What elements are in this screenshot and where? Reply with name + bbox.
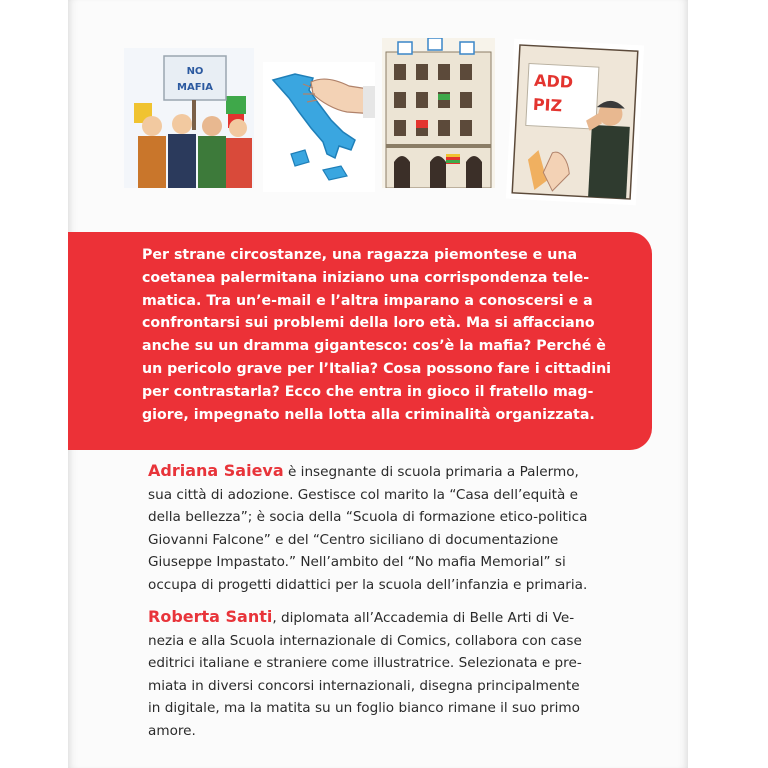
bio-line: editrici italiane e straniere come illustratrice. Selezionata e pre- — [148, 655, 582, 672]
protest-drawing — [124, 48, 254, 188]
synopsis-line: un pericolo grave per l’Italia? Cosa possono fare i cittadini — [142, 360, 612, 377]
synopsis-line: matica. Tra un’e-mail e l’altra imparano a conoscersi e a — [142, 292, 593, 309]
svg-text:PIZ: PIZ — [532, 94, 563, 116]
bio-line: amore. — [148, 722, 196, 739]
bio-line: Giuseppe Impastato.” Nell’ambito del “No mafia Memorial” si — [148, 554, 566, 571]
synopsis-line: confrontarsi sui problemi della loro età. Ma si affacciano — [142, 315, 595, 332]
addio-pizzo-illustration — [506, 39, 644, 206]
palermo-building-illustration — [382, 38, 495, 188]
bio-first-line — [148, 606, 648, 630]
svg-text:MAFIA: MAFIA — [177, 82, 213, 93]
addio-pizzo-drawing — [506, 39, 644, 206]
addio-pizzo-sign-text: ADD — [533, 70, 574, 92]
author-name: Adriana Saieva — [148, 461, 284, 480]
bio-line: nezia e alla Scuola internazionale di Comics, collabora con case — [148, 632, 582, 649]
synopsis-line: Per strane circostanze, una ragazza piemontese e una — [142, 247, 578, 263]
bio-line: occupa di progetti didattici per la scuola dell’infanzia e primaria. — [148, 576, 588, 593]
synopsis-line: coetanea palermitana iniziano una corrispondenza tele- — [142, 269, 590, 286]
illustrator-name: Roberta Santi — [148, 607, 273, 626]
bio-first-line — [148, 460, 648, 484]
synopsis-line: anche su un dramma gigantesco: cos’è la mafia? Perché è — [142, 338, 606, 355]
building-drawing — [382, 38, 495, 188]
protest-sign-text: NO — [186, 66, 204, 77]
protest-illustration — [124, 48, 254, 188]
italy-map-illustration — [263, 62, 375, 192]
synopsis-line: giore, impegnato nella lotta alla criminalità organizzata. — [142, 406, 595, 423]
synopsis-line: per contrastarla? Ecco che entra in gioco il fratello mag- — [142, 383, 594, 400]
bio-line: sua città di adozione. Gestisce col marito la “Casa dell’equità e — [148, 486, 579, 503]
bio-line-text: è insegnante di scuola primaria a Palermo, — [283, 464, 579, 480]
bio-line-text: , diplomata all’Accademia di Belle Arti di Ve- — [272, 610, 575, 626]
synopsis-box — [68, 232, 652, 450]
bio-line: Giovanni Falcone” e del “Centro siciliano di documentazione — [148, 531, 559, 548]
synopsis-text — [142, 244, 642, 426]
author-bio — [148, 460, 648, 597]
bio-line: in digitale, ma la matita su un foglio bianco rimane il suo primo — [148, 700, 580, 717]
illustrator-bio — [148, 606, 648, 743]
bio-line: miata in diversi concorsi internazionali, disegna principalmente — [148, 677, 580, 694]
bio-line: della bellezza”; è socia della “Scuola di formazione etico-politica — [148, 509, 588, 526]
italy-map-drawing — [263, 62, 375, 192]
